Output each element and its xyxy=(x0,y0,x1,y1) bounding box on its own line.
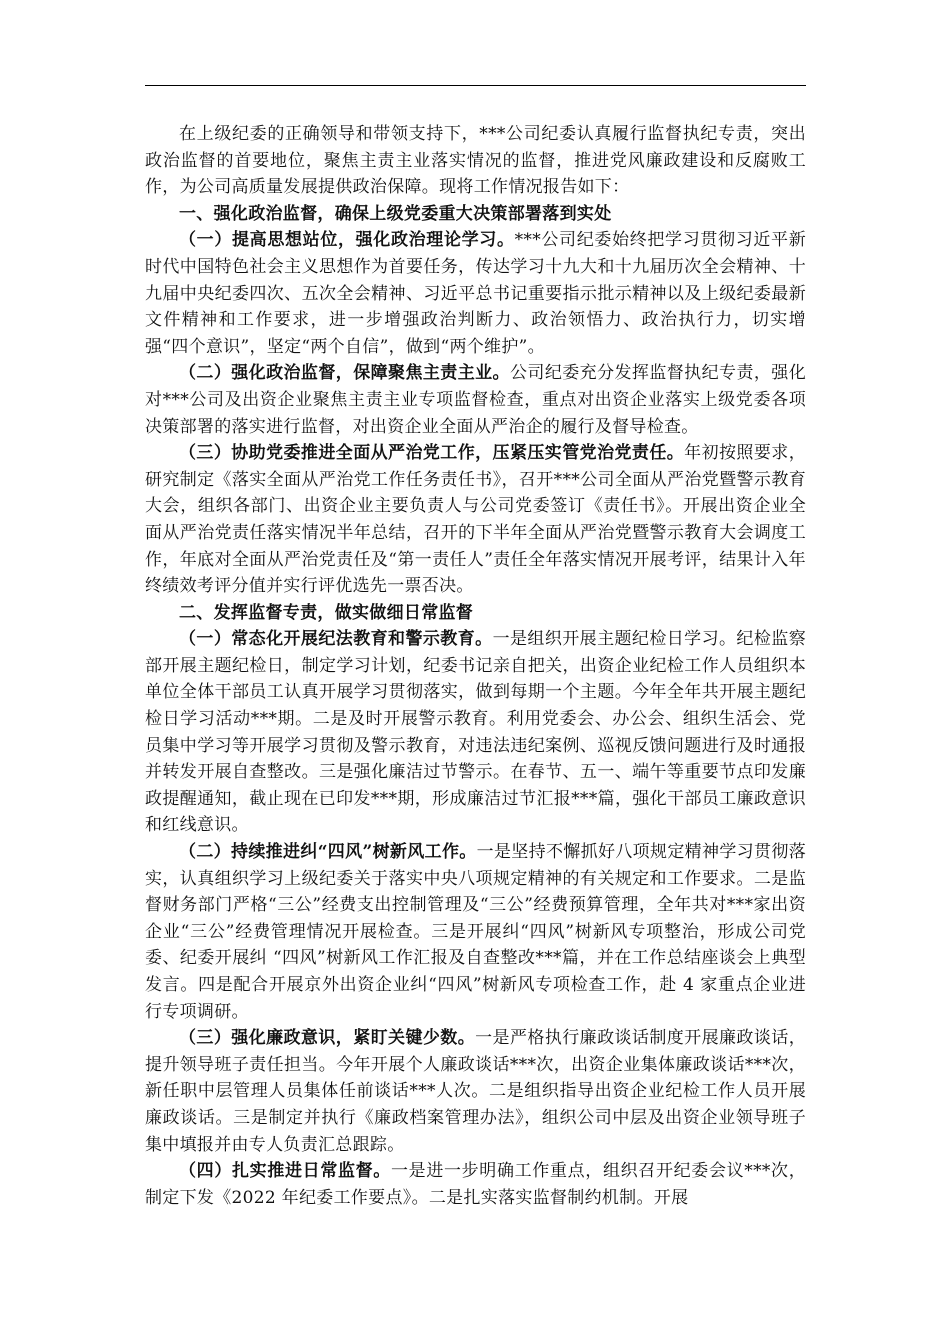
paragraph-lead: （三）协助党委推进全面从严治党工作，压紧压实管党治党责任。 xyxy=(179,443,685,464)
paragraph-text: 一是坚持不懈抓好八项规定精神学习贯彻落实，认真组织学习上级纪委关于落实中央八项规定精神的有关规定和工作要求。二是监督财务部门严格“三公”经费支出控制管理及“三公”经费预算管理，全年共对***家出资企业“三公”经费管理情况开展检查。三是开展纠“四风”树新风专项整治，形成公司党委、纪委开展纠 “四风”树新风工作汇报及自查整改***篇，并在工作总结座谈会上典型发言。四是配合开展京外出资企业纠“四风”树新风专项检查工作，赴 4 家重点企业进行专项调研。 xyxy=(145,842,806,1022)
header-rule xyxy=(145,85,806,86)
paragraph-text: 年初按照要求，研究制定《落实全面从严治党工作任务责任书》，召开***公司全面从严治党暨警示教育大会，组织各部门、出资企业主要负责人与公司党委签订《责任书》。开展出资企业全面从严治党责任落实情况半年总结，召开的下半年全面从严治党暨警示教育大会调度工作，年底对全面从严治党责任及“第一责任人”责任全年落实情况开展考评，结果计入年终绩效考评分值并实行评优选先一票否决。 xyxy=(145,443,806,597)
paragraph-2-1 xyxy=(145,626,806,839)
section-heading-2: 二、发挥监督专责，做实做细日常监督 xyxy=(179,602,474,623)
paragraph-lead: （三）强化廉政意识，紧盯关键少数。 xyxy=(179,1028,476,1049)
paragraph-2-3 xyxy=(145,1025,806,1158)
paragraph-text: 公司纪委充分发挥监督执纪专责，强化对***公司及出资企业聚焦主责主业专项监督检查，重点对出资企业落实上级党委各项决策部署的落实进行监督，对出资企业全面从严治企的履行及督导检查。 xyxy=(145,363,806,437)
paragraph-lead: （一）常态化开展纪法教育和警示教育。 xyxy=(179,629,493,650)
paragraph-1-2 xyxy=(145,360,806,440)
paragraph-text: 一是严格执行廉政谈话制度开展廉政谈话，提升领导班子责任担当。今年开展个人廉政谈话***次，出资企业集体廉政谈话***次，新任职中层管理人员集体任前谈话***人次。二是组织指导出资企业纪检工作人员开展廉政谈话。三是制定并执行《廉政档案管理办法》，组织公司中层及出资企业领导班子集中填报并由专人负责汇总跟踪。 xyxy=(145,1028,806,1155)
paragraph-text: ***公司纪委始终把学习贯彻习近平新时代中国特色社会主义思想作为首要任务，传达学习十九大和十九届历次全会精神、十九届中央纪委四次、五次全会精神、习近平总书记重要指示批示精神以及上级纪委最新文件精神和工作要求，进一步增强政治判断力、政治领悟力、政治执行力，切实增强“四个意识”，坚定“两个自信”，做到“两个维护”。 xyxy=(145,230,806,357)
section-heading-1: 一、强化政治监督，确保上级党委重大决策部署落到实处 xyxy=(179,203,612,224)
paragraph-lead: （四）扎实推进日常监督。 xyxy=(179,1161,391,1182)
paragraph-lead: （二）持续推进纠“四风”树新风工作。 xyxy=(179,842,477,863)
paragraph-text: 一是组织开展主题纪检日学习。纪检监察部开展主题纪检日，制定学习计划，纪委书记亲自把关，出资企业纪检工作人员组织本单位全体干部员工认真开展学习贯彻落实，做到每期一个主题。今年全年共开展主题纪检日学习活动***期。二是及时开展警示教育。利用党委会、办公会、组织生活会、党员集中学习等开展学习贯彻及警示教育，对违法违纪案例、巡视反馈问题进行及时通报并转发开展自查整改。三是强化廉洁过节警示。在春节、五一、端午等重要节点印发廉政提醒通知，截止现在已印发***期，形成廉洁过节汇报***篇，强化干部员工廉政意识和红线意识。 xyxy=(145,629,806,836)
paragraph-1-3 xyxy=(145,440,806,600)
paragraph-lead: （二）强化政治监督，保障聚焦主责主业。 xyxy=(179,363,510,384)
paragraph-2-4 xyxy=(145,1158,806,1211)
paragraph-text: 一是进一步明确工作重点，组织召开纪委会议***次，制定下发《2022 年纪委工作要点》。二是扎实落实监督制约机制。开展 xyxy=(145,1161,807,1208)
paragraph-2-2 xyxy=(145,839,806,1025)
paragraph-lead: （一）提高思想站位，强化政治理论学习。 xyxy=(179,230,515,251)
intro-paragraph xyxy=(145,121,806,201)
paragraph-1-1 xyxy=(145,227,806,360)
document-body xyxy=(145,121,806,1211)
paragraph-text: 在上级纪委的正确领导和带领支持下，***公司纪委认真履行监督执纪专责，突出政治监督的首要地位，聚焦主责主业落实情况的监督，推进党风廉政建设和反腐败工作，为公司高质量发展提供政治保障。现将工作情况报告如下： xyxy=(145,124,806,198)
